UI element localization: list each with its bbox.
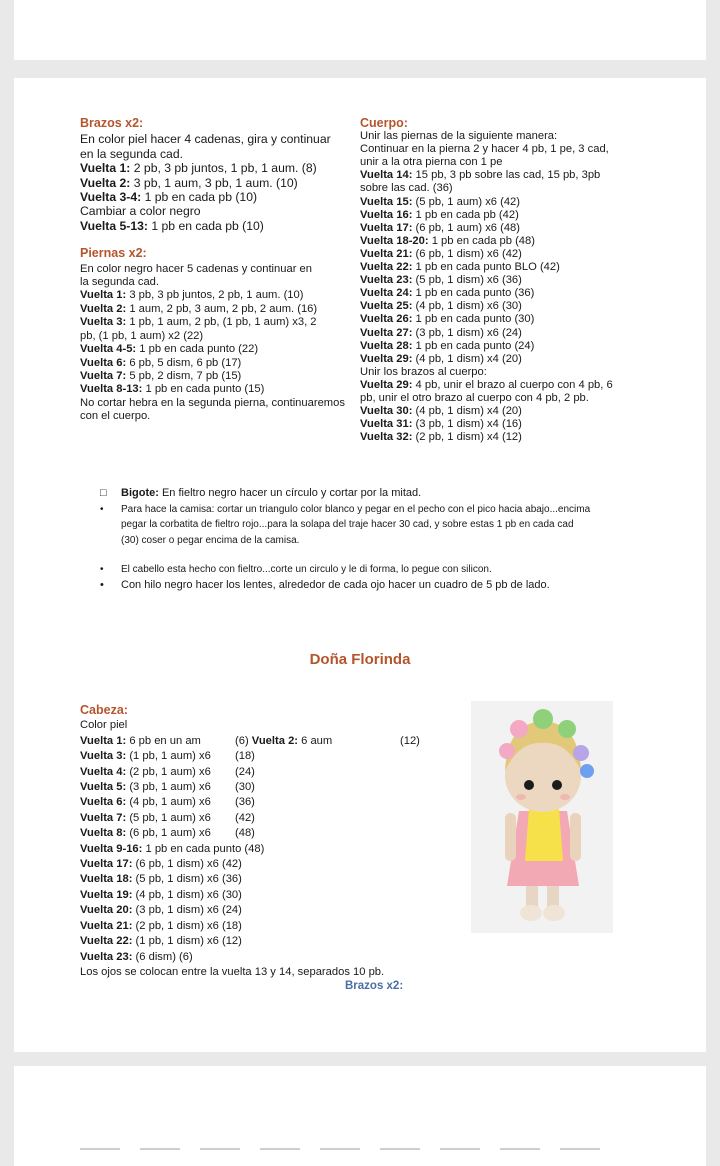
- camisa-line: Para hace la camisa: cortar un triangulo color blanco y pegar en el pecho con el pico hacia abajo...encima: [121, 503, 591, 515]
- instruction-text: (4 pb, 1 dism) x6 (30): [132, 888, 242, 901]
- vuelta-label: Vuelta 1:: [80, 161, 131, 176]
- instruction-line: [360, 156, 650, 169]
- instruction-line: [360, 392, 650, 405]
- vuelta-count: (30): [235, 781, 255, 794]
- instruction-text: Cambiar a color negro: [80, 204, 201, 219]
- instruction-text: (6 pb, 1 aum) x6: [126, 827, 211, 840]
- instruction-line: [80, 795, 470, 810]
- vuelta-label: Vuelta 6:: [80, 356, 127, 369]
- instruction-line: [360, 235, 650, 248]
- instruction-text: 1 pb, 1 aum, 2 pb, (1 pb, 1 aum) x3, 2: [126, 316, 317, 329]
- vuelta-label: Vuelta 26:: [360, 313, 413, 326]
- vuelta-label: Vuelta 3:: [80, 750, 127, 763]
- instruction-text: (6 pb, 1 aum) x6 (48): [412, 221, 521, 234]
- instruction-text: (4 pb, 1 dism) x6 (30): [412, 300, 522, 313]
- cabello-note: [100, 562, 640, 578]
- instruction-line: [80, 204, 365, 218]
- vuelta-count: (6): [235, 734, 249, 747]
- instruction-line: [80, 965, 470, 980]
- instruction-text: (3 pb, 1 dism) x4 (16): [412, 418, 522, 431]
- vuelta-label: Vuelta 29:: [360, 378, 413, 391]
- vuelta-text: 6 pb en un am: [126, 734, 201, 747]
- section-title: Doña Florinda: [309, 651, 411, 668]
- instruction-text: 1 pb en cada punto (48): [142, 842, 265, 855]
- instruction-text: (4 pb, 1 dism) x4 (20): [412, 405, 522, 418]
- next-section-heading: Brazos x2:: [345, 980, 404, 992]
- instruction-line: [80, 950, 470, 965]
- instruction-line: [80, 343, 365, 356]
- instruction-line: [80, 303, 365, 316]
- instruction-line: [360, 353, 650, 366]
- instruction-line: [360, 379, 650, 392]
- vuelta-label: Vuelta 2:: [80, 175, 131, 190]
- vuelta-label: Vuelta 28:: [360, 339, 413, 352]
- doll-photo: [471, 701, 613, 933]
- vuelta-label: Vuelta 8-13:: [80, 383, 143, 396]
- instruction-text: 1 pb en cada punto (22): [136, 343, 259, 356]
- instruction-text: En color negro hacer 5 cadenas y continuar en: [80, 262, 312, 275]
- instruction-line: [80, 826, 470, 841]
- vuelta-label: Vuelta 19:: [80, 888, 133, 901]
- instruction-text: 5 pb, 2 dism, 7 pb (15): [126, 369, 242, 382]
- instruction-text: (2 pb, 1 dism) x6 (18): [132, 919, 242, 932]
- vuelta-label: Vuelta 8:: [80, 827, 127, 840]
- vuelta-label: Vuelta 5-13:: [80, 218, 148, 233]
- camisa-line: pegar la corbatita de fieltro rojo...para la solapa del traje hacer 30 cad, y sobre estas 1 pb en cada cad: [121, 519, 574, 531]
- instruction-line: [80, 330, 365, 343]
- instruction-text: (6 pb, 1 dism) x6 (42): [132, 858, 242, 871]
- instruction-line: [80, 765, 470, 780]
- instruction-text: (5 pb, 1 dism) x6 (36): [412, 274, 522, 287]
- vuelta-label: Vuelta 23:: [80, 950, 133, 963]
- instruction-text: 1 pb en cada punto (30): [412, 313, 535, 326]
- instruction-line: [80, 888, 470, 903]
- instruction-text: (3 pb, 1 dism) x6 (24): [412, 326, 522, 339]
- instruction-text: (4 pb, 1 dism) x4 (20): [412, 352, 522, 365]
- instruction-line: [360, 248, 650, 261]
- instruction-line: [80, 397, 365, 410]
- instruction-text: 1 pb en cada punto BLO (42): [412, 261, 560, 274]
- brazos-heading: Brazos x2:: [80, 116, 144, 130]
- vuelta-label: Vuelta 9-16:: [80, 842, 143, 855]
- vuelta-label: Vuelta 7:: [80, 369, 127, 382]
- instruction-text: 1 pb en cada pb (10): [141, 190, 258, 205]
- instruction-line: [360, 287, 650, 300]
- instruction-text: pb, unir el otro brazo al cuerpo con 4 pb, 2 pb.: [360, 391, 589, 404]
- vuelta-label: Vuelta 21:: [360, 247, 413, 260]
- instruction-text: (1 pb, 1 dism) x6 (12): [132, 935, 242, 948]
- instruction-text: (2 pb, 1 aum) x6: [126, 765, 211, 778]
- bullet-icon: •: [100, 578, 104, 591]
- vuelta-label: Vuelta 2:: [251, 734, 299, 747]
- instruction-line: [80, 811, 470, 826]
- instruction-line: [360, 143, 650, 156]
- instruction-line: [80, 289, 365, 302]
- vuelta-label: Vuelta 31:: [360, 418, 413, 431]
- instruction-line: [360, 340, 650, 353]
- vuelta-label: Vuelta 23:: [360, 274, 413, 287]
- instruction-line: [80, 176, 365, 190]
- next-page-faint-text: [80, 1148, 600, 1150]
- vuelta-label: Vuelta 32:: [360, 431, 413, 444]
- bullet-icon: •: [100, 503, 104, 515]
- notes-section: [100, 486, 640, 594]
- vuelta-label: Vuelta 24:: [360, 287, 413, 300]
- right-column: [360, 117, 650, 444]
- instruction-line: [80, 147, 365, 161]
- instruction-line: [360, 182, 650, 195]
- vuelta-count: (48): [235, 827, 255, 840]
- instruction-text: Unir los brazos al cuerpo:: [360, 365, 487, 378]
- instruction-text: pb, (1 pb, 1 aum) x2 (22): [80, 329, 204, 342]
- instruction-line: [80, 370, 365, 383]
- vuelta-label: Vuelta 1:: [80, 289, 127, 302]
- vuelta-label: Vuelta 3:: [80, 316, 127, 329]
- cuerpo-instructions: [360, 130, 650, 444]
- vuelta-label: Vuelta 3-4:: [80, 190, 142, 205]
- instruction-line: [80, 357, 365, 370]
- vuelta-label: Vuelta 2:: [80, 302, 127, 315]
- vuelta-label: Vuelta 7:: [80, 811, 127, 824]
- instruction-line: [80, 132, 365, 146]
- instruction-line: [360, 222, 650, 235]
- instruction-text: (5 pb, 1 aum) x6 (42): [412, 195, 521, 208]
- vuelta-label: Vuelta 5:: [80, 781, 127, 794]
- bigote-note: [100, 486, 640, 502]
- bullet-icon: •: [100, 564, 104, 576]
- instruction-text: (5 pb, 1 dism) x6 (36): [132, 873, 242, 886]
- instruction-line: [360, 169, 650, 182]
- instruction-line: [80, 410, 365, 423]
- lentes-note: [100, 578, 640, 594]
- instruction-line: [80, 161, 365, 175]
- instruction-text: (3 pb, 1 aum) x6: [126, 781, 211, 794]
- vuelta-label: Vuelta 6:: [80, 796, 127, 809]
- instruction-line: [360, 418, 650, 431]
- instruction-text: (1 pb, 1 aum) x6: [126, 750, 211, 763]
- vuelta-label: Vuelta 17:: [360, 221, 413, 234]
- instruction-line: [360, 431, 650, 444]
- instruction-text: Continuar en la pierna 2 y hacer 4 pb, 1 pe, 3 cad,: [360, 143, 609, 156]
- instruction-line: [360, 300, 650, 313]
- cabeza-column: [80, 703, 470, 980]
- vuelta-text: 6 aum: [298, 734, 333, 747]
- instruction-line: [360, 209, 650, 222]
- instruction-text: 1 pb en cada punto (36): [412, 287, 535, 300]
- camisa-line: (30) coser o pegar encima de la camisa.: [121, 534, 300, 546]
- vuelta-count: (42): [235, 811, 255, 824]
- instruction-text: 4 pb, unir el brazo al cuerpo con 4 pb, 6: [412, 378, 613, 391]
- instruction-line: [80, 872, 470, 887]
- vuelta-label: Vuelta 30:: [360, 405, 413, 418]
- cuerpo-heading: Cuerpo:: [360, 116, 408, 130]
- brazos-instructions: [80, 132, 365, 233]
- instruction-text: unir a la otra pierna con 1 pe: [360, 156, 503, 169]
- piernas-instructions: [80, 263, 365, 424]
- vuelta-count: (36): [235, 796, 255, 809]
- vuelta-label: Vuelta 4:: [80, 765, 127, 778]
- instruction-line: [360, 196, 650, 209]
- instruction-text: (6 pb, 1 dism) x6 (42): [412, 247, 522, 260]
- cabeza-rows-2: [80, 842, 470, 981]
- cabeza-rows: [80, 749, 470, 841]
- cabello-text: El cabello esta hecho con fieltro...corte un circulo y le di forma, lo pegue con silicon.: [121, 564, 492, 576]
- vuelta-count: (12): [400, 734, 420, 747]
- vuelta-label: Vuelta 17:: [80, 858, 133, 871]
- lentes-text: Con hilo negro hacer los lentes, alrededor de cada ojo hacer un cuadro de 5 pb de lado.: [121, 578, 550, 591]
- instruction-line: [80, 190, 365, 204]
- camisa-note: [100, 502, 640, 549]
- instruction-text: (6 dism) (6): [132, 950, 193, 963]
- instruction-line: [80, 842, 470, 857]
- instruction-text: 1 pb en cada pb (42): [412, 208, 519, 221]
- instruction-text: 6 pb, 5 dism, 6 pb (17): [126, 356, 242, 369]
- vuelta-label: Vuelta 20:: [80, 904, 133, 917]
- instruction-text: 1 aum, 2 pb, 3 aum, 2 pb, 2 aum. (16): [126, 302, 318, 315]
- instruction-text: 1 pb en cada pb (10): [147, 218, 264, 233]
- checkbox-icon: □: [100, 487, 107, 499]
- bigote-text: En fieltro negro hacer un círculo y cortar por la mitad.: [158, 487, 422, 499]
- vuelta-label: Vuelta 27:: [360, 326, 413, 339]
- instruction-line: [360, 274, 650, 287]
- vuelta-count: (24): [235, 765, 255, 778]
- instruction-line: [80, 383, 365, 396]
- piernas-heading: Piernas x2:: [80, 246, 147, 261]
- next-page: [14, 1066, 706, 1166]
- instruction-line: [80, 263, 365, 276]
- instruction-line: [80, 749, 470, 764]
- instruction-line: [80, 780, 470, 795]
- instruction-text: (3 pb, 1 dism) x6 (24): [132, 904, 242, 917]
- previous-page: [14, 0, 706, 60]
- left-column: [80, 117, 365, 424]
- instruction-line: [360, 405, 650, 418]
- bigote-label: Bigote:: [121, 487, 159, 499]
- instruction-line: [360, 313, 650, 326]
- vuelta-label: Vuelta 18-20:: [360, 234, 429, 247]
- vuelta-label: Vuelta 21:: [80, 919, 133, 932]
- instruction-line: [80, 919, 470, 934]
- instruction-line: [80, 219, 365, 233]
- instruction-text: No cortar hebra en la segunda pierna, continuaremos: [80, 396, 345, 409]
- instruction-line: [360, 130, 650, 143]
- instruction-text: la segunda cad.: [80, 276, 159, 289]
- instruction-line: [360, 327, 650, 340]
- vuelta-label: Vuelta 4-5:: [80, 343, 137, 356]
- instruction-line: [80, 857, 470, 872]
- instruction-text: 1 pb en cada punto (24): [412, 339, 535, 352]
- vuelta-label: Vuelta 16:: [360, 208, 413, 221]
- vuelta-label: Vuelta 22:: [80, 935, 133, 948]
- vuelta-label: Vuelta 14:: [360, 169, 413, 182]
- instruction-text: (4 pb, 1 aum) x6: [126, 796, 211, 809]
- instruction-text: sobre las cad. (36): [360, 182, 453, 195]
- instruction-text: 3 pb, 3 pb juntos, 2 pb, 1 aum. (10): [126, 289, 304, 302]
- instruction-line: [80, 276, 365, 289]
- cabeza-color: Color piel: [80, 719, 128, 732]
- instruction-line: [80, 316, 365, 329]
- vuelta-label: Vuelta 15:: [360, 195, 413, 208]
- instruction-line: [360, 366, 650, 379]
- instruction-text: 3 pb, 1 aum, 3 pb, 1 aum. (10): [130, 175, 298, 190]
- instruction-line: [80, 934, 470, 949]
- instruction-line: [80, 903, 470, 918]
- vuelta-label: Vuelta 18:: [80, 873, 133, 886]
- instruction-text: Los ojos se colocan entre la vuelta 13 y 14, separados 10 pb.: [80, 965, 385, 978]
- instruction-text: 2 pb, 3 pb juntos, 1 pb, 1 aum. (8): [130, 161, 317, 176]
- instruction-text: (5 pb, 1 aum) x6: [126, 811, 211, 824]
- vuelta-label: Vuelta 25:: [360, 300, 413, 313]
- instruction-line: [360, 261, 650, 274]
- instruction-text: (2 pb, 1 dism) x4 (12): [412, 431, 522, 444]
- cabeza-heading: Cabeza:: [80, 703, 128, 717]
- vuelta-label: Vuelta 22:: [360, 261, 413, 274]
- vuelta-label: Vuelta 29:: [360, 352, 413, 365]
- instruction-text: en la segunda cad.: [80, 146, 183, 161]
- instruction-text: 1 pb en cada pb (48): [428, 234, 535, 247]
- instruction-text: 1 pb en cada punto (15): [142, 383, 265, 396]
- cabeza-row-1-2: [80, 734, 470, 749]
- instruction-text: 15 pb, 3 pb sobre las cad, 15 pb, 3pb: [412, 169, 601, 182]
- instruction-text: con el cuerpo.: [80, 410, 151, 423]
- instruction-text: Unir las piernas de la siguiente manera:: [360, 130, 558, 143]
- vuelta-label: Vuelta 1:: [80, 734, 127, 747]
- vuelta-count: (18): [235, 750, 255, 763]
- instruction-text: En color piel hacer 4 cadenas, gira y continuar: [80, 132, 331, 147]
